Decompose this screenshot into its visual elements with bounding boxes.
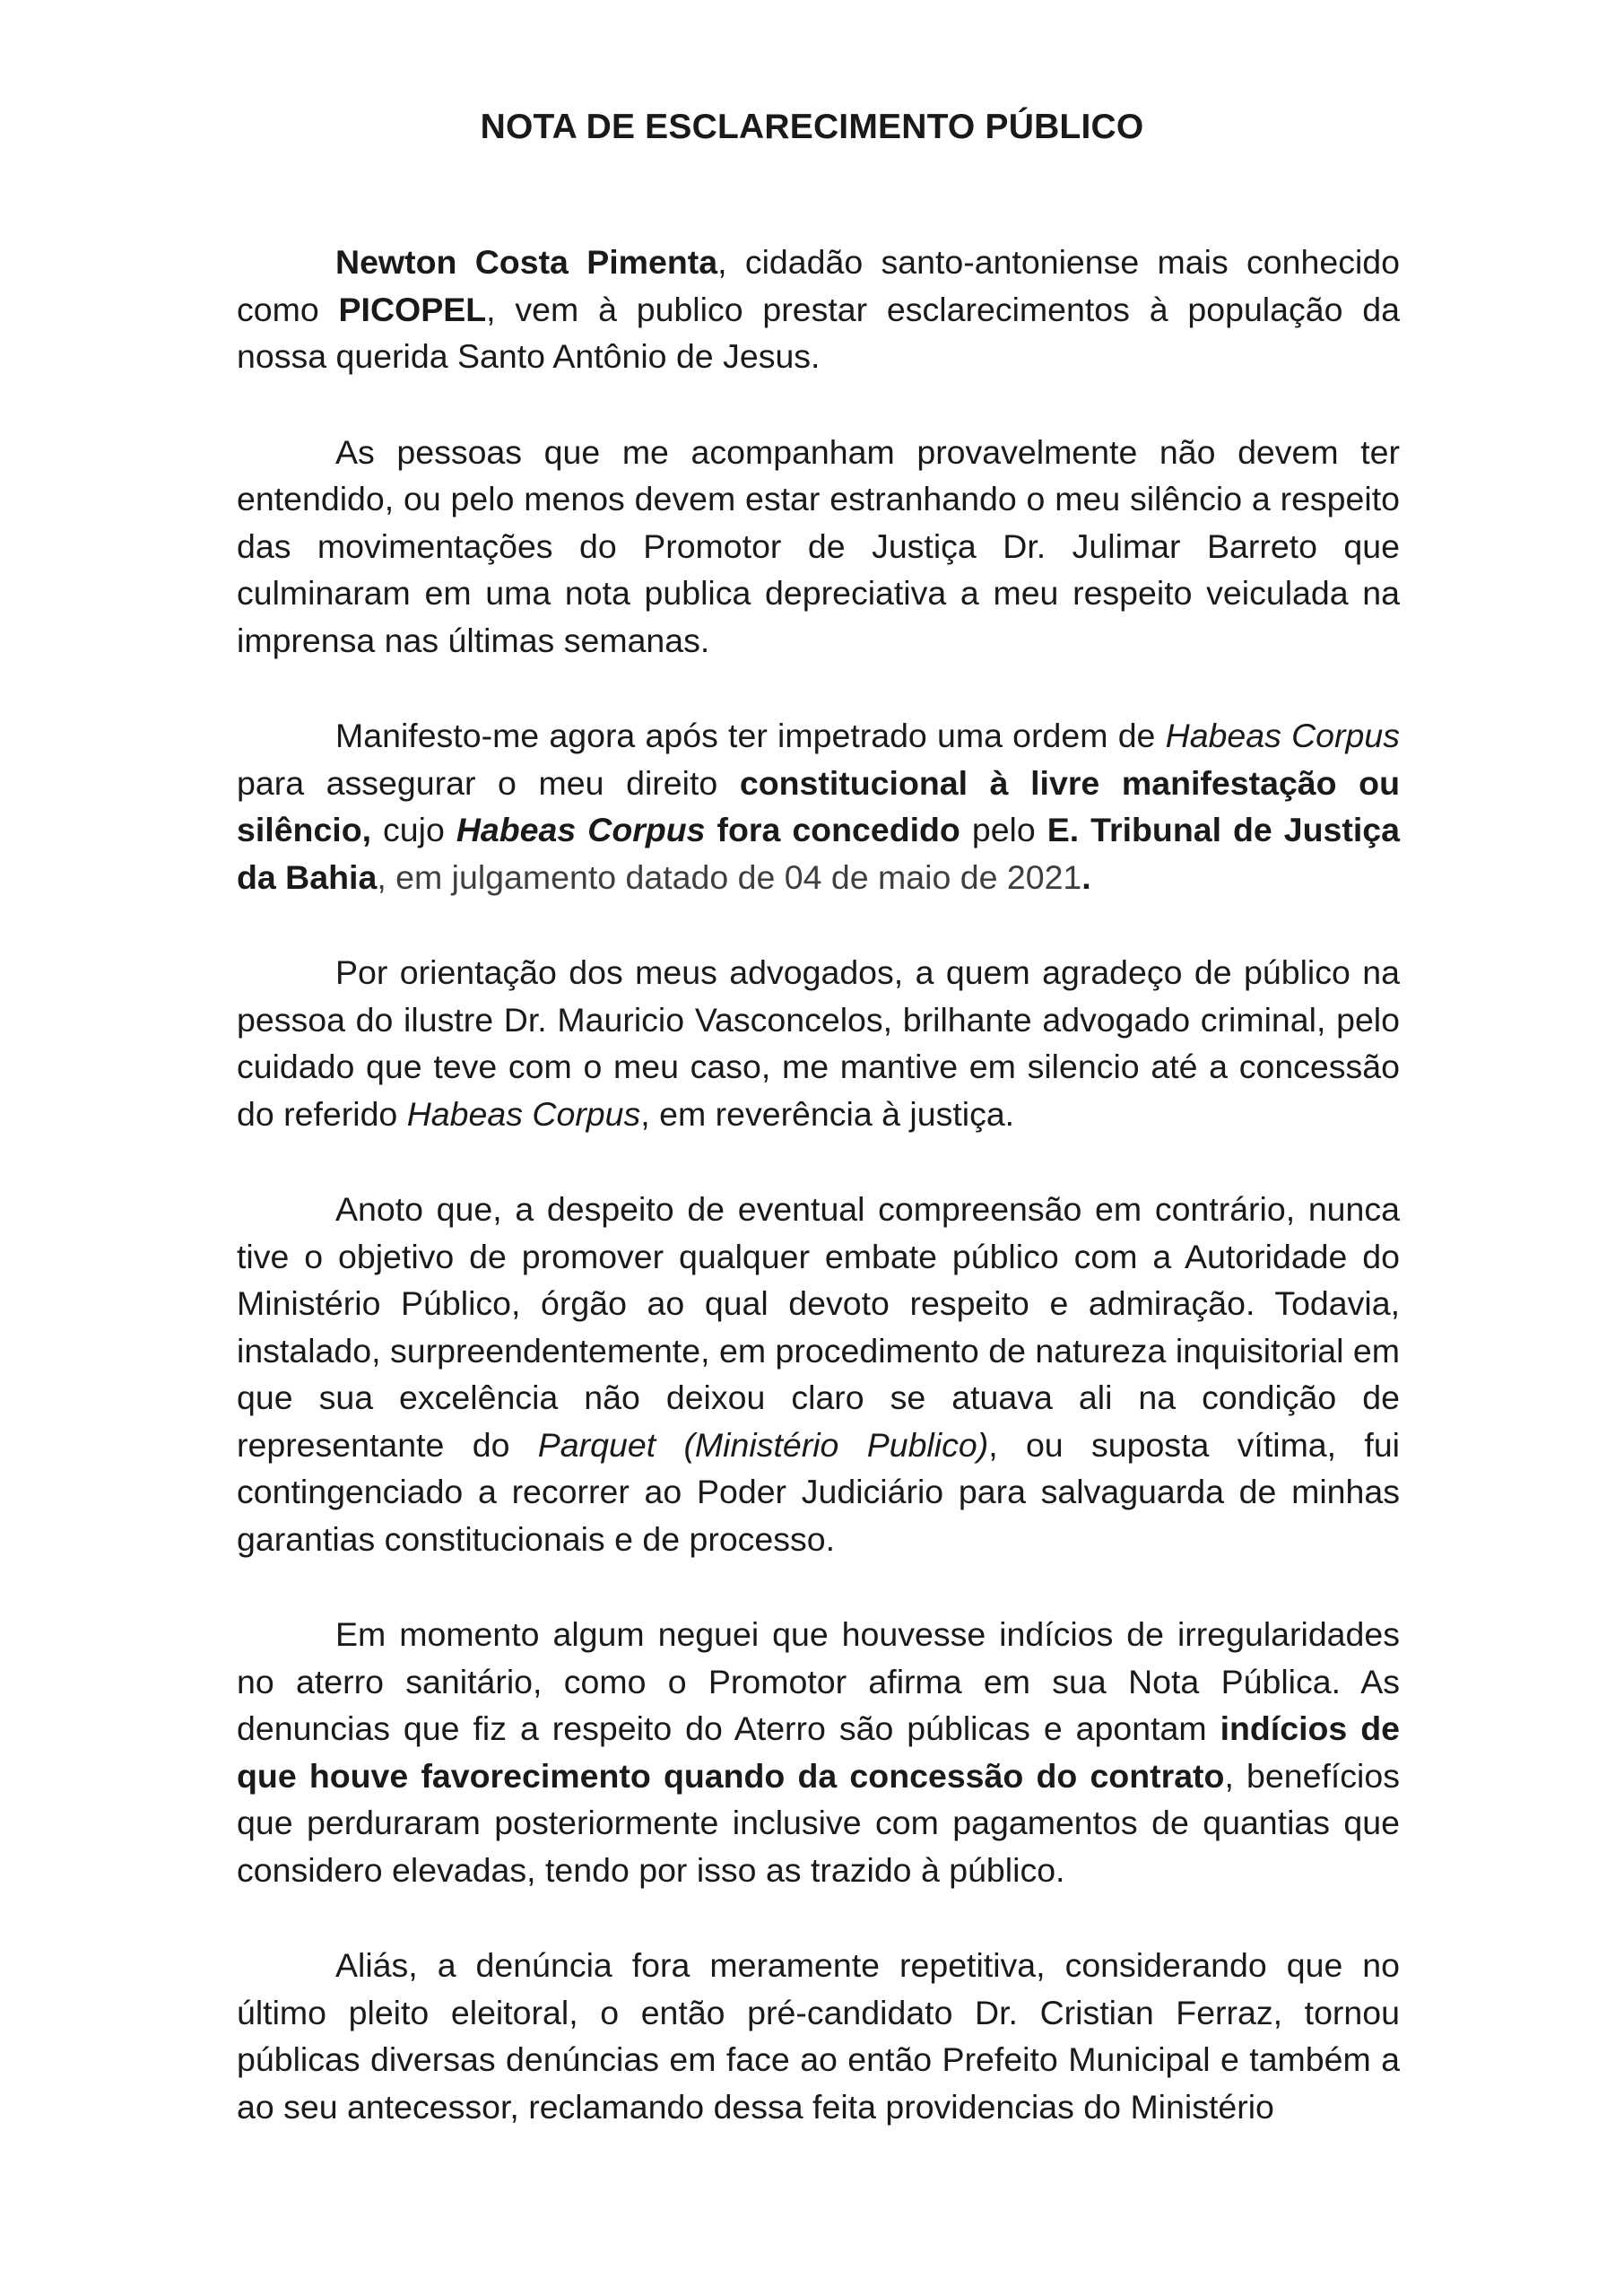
text-segment: indícios de que houve favorecimento quando da concessão do contrato (237, 1709, 1400, 1795)
text-segment: Habeas Corpus (1165, 717, 1400, 754)
text-segment: , cidadão santo-antoniense mais conhecido como (237, 243, 1401, 328)
text-segment: Manifesto-me agora após ter impetrado uma ordem de (335, 717, 1166, 754)
text-segment: , benefícios que perduraram posteriormente inclusive com pagamentos de quantias que considero elevadas, tendo por isso as trazido à público. (237, 1756, 1400, 1889)
text-segment: Newton Costa Pimenta (335, 243, 718, 281)
paragraph-5 (237, 1186, 1400, 1562)
text-segment: , ou suposta vítima, fui contingenciado a recorrer ao Poder Judiciário para salvaguarda de minhas garantias constitucionais e de processo. (237, 1425, 1401, 1558)
paragraph-3 (237, 712, 1400, 900)
text-segment: PICOPEL (338, 290, 487, 328)
text-segment: , em reverência à justiça. (640, 1094, 1015, 1133)
text-segment: . (1081, 857, 1091, 896)
text-segment: Aliás, a denúncia fora meramente repetitiva, considerando que no último pleito eleitoral, o então pré-candidato Dr. Cristian Ferraz, tornou públicas diversas denúncias em face ao então Prefeito Municipal e também a ao seu antecessor, reclamando dessa feita providencias do Ministério (237, 1946, 1400, 2126)
text-segment: Habeas Corpus (456, 811, 706, 848)
document-body (237, 239, 1400, 2179)
text-segment: , em julgamento datado de 04 de maio de 2021 (377, 857, 1082, 896)
text-segment: Habeas Corpus (406, 1094, 641, 1133)
text-segment: Em momento algum neguei que houvesse indícios de irregularidades no aterro sanitário, como o Promotor afirma em sua Nota Pública. As denuncias que fiz a respeito do Aterro são públicas e apontam (237, 1615, 1400, 1747)
text-segment: Parquet (Ministério Publico) (537, 1425, 989, 1464)
paragraph-4 (237, 949, 1400, 1137)
text-segment: As pessoas que me acompanham provavelmente não devem ter entendido, ou pelo menos devem estar estranhando o meu silêncio a respeito das movimentações do Promotor de Justiça Dr. Julimar Barreto que culminaram em uma nota publica depreciativa a meu respeito veiculada na imprensa nas últimas semanas. (237, 432, 1400, 659)
text-segment: constitucional à livre manifestação ou silêncio, (237, 763, 1401, 848)
text-segment: Por orientação dos meus advogados, a quem agradeço de público na pessoa do ilustre Dr. Mauricio Vasconcelos, brilhante advogado criminal, pelo cuidado que teve com o meu caso, me mantive em silencio até a concessão do referido (237, 953, 1400, 1133)
paragraph-2 (237, 429, 1400, 665)
text-segment: cujo (371, 811, 456, 848)
text-segment (456, 811, 706, 848)
text-segment: para assegurar o meu direito (237, 763, 740, 802)
text-segment: pelo (960, 811, 1047, 848)
paragraph-6 (237, 1611, 1400, 1893)
paragraph-1 (237, 239, 1400, 380)
text-segment: Anoto que, a despeito de eventual compreensão em contrário, nunca tive o objetivo de promover qualquer embate público com a Autoridade do Ministério Público, órgão ao qual devoto respeito e admiração. Todavia, instalado, surpreendentemente, em procedimento de natureza inquisitorial em que sua excelência não deixou claro se atuava ali na condição de representante do (237, 1190, 1400, 1464)
document-title: NOTA DE ESCLARECIMENTO PÚBLICO (480, 108, 1144, 146)
text-segment: E. Tribunal de Justiça da Bahia (237, 811, 1400, 896)
paragraph-7 (237, 1942, 1400, 2130)
text-segment: fora concedido (705, 811, 960, 848)
text-segment: , vem à publico prestar esclarecimentos à população da nossa querida Santo Antônio de Jesus. (237, 290, 1400, 375)
